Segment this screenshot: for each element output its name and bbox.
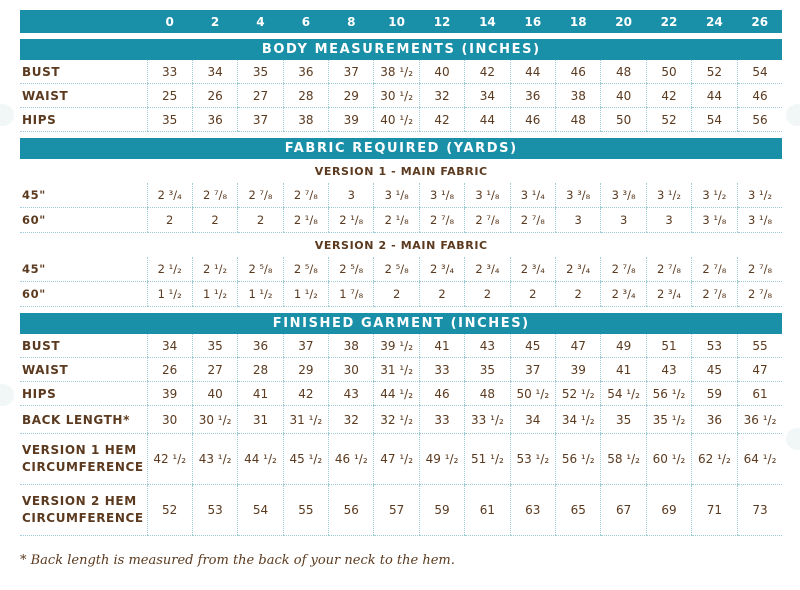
table-row <box>20 60 782 84</box>
table-cell: 67 <box>601 485 646 536</box>
table-cell: 36 <box>692 406 737 434</box>
table-cell: 42 <box>465 60 510 84</box>
table-cell: 54 <box>737 60 782 84</box>
table-cell: 2 <box>556 282 601 307</box>
table-cell: 3 ³/₈ <box>556 183 601 208</box>
table-cell: 35 ¹/₂ <box>646 406 691 434</box>
table-cell: 52 <box>147 485 192 536</box>
table-cell: 2 ⁷/₈ <box>692 257 737 282</box>
table-cell: 46 <box>419 382 464 406</box>
row-label-line: CIRCUMFERENCE <box>22 511 144 525</box>
table-row <box>20 108 782 132</box>
table-cell: 2 <box>510 282 555 307</box>
table-cell: 32 ¹/₂ <box>374 406 419 434</box>
table-cell: 28 <box>238 358 283 382</box>
table-cell: 42 <box>646 84 691 108</box>
table-cell: 2 <box>374 282 419 307</box>
section-header <box>20 313 782 334</box>
table-cell: 52 ¹/₂ <box>556 382 601 406</box>
table-cell: 49 ¹/₂ <box>419 434 464 485</box>
table-cell: 2 ⁷/₈ <box>465 208 510 233</box>
row-label: 60" <box>20 282 147 307</box>
table-cell: 2 ³/₄ <box>646 282 691 307</box>
table-row <box>20 382 782 406</box>
table-cell: 2 ³/₄ <box>147 183 192 208</box>
table-cell: 2 ⁵/₈ <box>283 257 328 282</box>
table-cell: 2 ⁷/₈ <box>737 257 782 282</box>
size-header-cell: 12 <box>419 10 464 33</box>
table-cell: 48 <box>556 108 601 132</box>
table-cell: 65 <box>556 485 601 536</box>
table-cell: 31 <box>238 406 283 434</box>
table-cell: 50 <box>601 108 646 132</box>
row-label: BUST <box>20 60 147 84</box>
table-cell: 48 <box>601 60 646 84</box>
row-label-line: VERSION 1 HEM <box>22 443 137 457</box>
table-cell: 1 ¹/₂ <box>238 282 283 307</box>
table-cell: 45 <box>510 334 555 358</box>
table-cell: 1 ¹/₂ <box>283 282 328 307</box>
table-cell: 44 <box>465 108 510 132</box>
table-cell: 2 ³/₄ <box>465 257 510 282</box>
table-cell: 44 ¹/₂ <box>374 382 419 406</box>
table-cell: 60 ¹/₂ <box>646 434 691 485</box>
row-label: 60" <box>20 208 147 233</box>
table-cell: 2 ⁵/₈ <box>238 257 283 282</box>
table-cell: 2 ¹/₈ <box>329 208 374 233</box>
table-cell: 46 <box>556 60 601 84</box>
table-cell: 45 <box>692 358 737 382</box>
table-cell: 2 ⁵/₈ <box>374 257 419 282</box>
table-cell: 36 <box>510 84 555 108</box>
table-cell: 2 ⁷/₈ <box>192 183 237 208</box>
table-cell: 2 ⁷/₈ <box>510 208 555 233</box>
table-cell: 51 <box>646 334 691 358</box>
table-cell: 2 ⁷/₈ <box>737 282 782 307</box>
table-cell: 2 ⁷/₈ <box>692 282 737 307</box>
size-header-row <box>20 10 782 33</box>
table-cell: 47 <box>737 358 782 382</box>
size-header-cell: 16 <box>510 10 555 33</box>
table-cell: 30 <box>329 358 374 382</box>
table-cell: 56 ¹/₂ <box>556 434 601 485</box>
row-label: BACK LENGTH* <box>20 406 147 434</box>
table-row <box>20 358 782 382</box>
size-header-cell: 8 <box>329 10 374 33</box>
table-cell: 3 ¹/₄ <box>510 183 555 208</box>
table-cell: 3 ¹/₈ <box>692 208 737 233</box>
size-header-cell: 14 <box>465 10 510 33</box>
row-label: HIPS <box>20 382 147 406</box>
table-cell: 33 <box>147 60 192 84</box>
table-cell: 34 <box>465 84 510 108</box>
section-title: FABRIC REQUIRED (YARDS) <box>20 138 782 159</box>
table-cell: 63 <box>510 485 555 536</box>
table-cell: 33 <box>419 358 464 382</box>
row-label-line: CIRCUMFERENCE <box>22 460 144 474</box>
section-header <box>20 39 782 60</box>
table-cell: 2 <box>192 208 237 233</box>
table-cell: 3 ¹/₈ <box>419 183 464 208</box>
table-cell: 3 ¹/₈ <box>465 183 510 208</box>
table-cell: 40 <box>419 60 464 84</box>
table-cell: 53 <box>692 334 737 358</box>
table-cell: 31 ¹/₂ <box>374 358 419 382</box>
subsection-title: VERSION 2 - MAIN FABRIC <box>314 238 488 252</box>
table-cell: 56 <box>329 485 374 536</box>
table-cell: 26 <box>147 358 192 382</box>
background-dot <box>786 104 800 126</box>
table-cell: 46 <box>510 108 555 132</box>
table-row <box>20 485 782 536</box>
size-header-cell: 26 <box>737 10 782 33</box>
table-cell: 41 <box>601 358 646 382</box>
table-cell: 29 <box>283 358 328 382</box>
table-cell: 43 <box>646 358 691 382</box>
table-cell: 3 ¹/₂ <box>692 183 737 208</box>
table-cell: 40 ¹/₂ <box>374 108 419 132</box>
table-cell: 45 ¹/₂ <box>283 434 328 485</box>
table-row <box>20 257 782 282</box>
table-cell: 1 ⁷/₈ <box>329 282 374 307</box>
subsection-title: VERSION 1 - MAIN FABRIC <box>314 164 488 178</box>
table-cell: 2 ³/₄ <box>419 257 464 282</box>
table-cell: 49 <box>601 334 646 358</box>
size-header-cell: 2 <box>192 10 237 33</box>
table-cell: 48 <box>465 382 510 406</box>
table-cell: 44 ¹/₂ <box>238 434 283 485</box>
table-cell: 51 ¹/₂ <box>465 434 510 485</box>
table-cell: 34 <box>510 406 555 434</box>
table-row <box>20 84 782 108</box>
table-cell: 33 <box>419 406 464 434</box>
size-header-spacer <box>20 10 147 33</box>
table-cell: 28 <box>283 84 328 108</box>
table-row <box>20 406 782 434</box>
table-cell: 57 <box>374 485 419 536</box>
table-cell: 47 ¹/₂ <box>374 434 419 485</box>
table-cell: 2 ¹/₈ <box>283 208 328 233</box>
table-cell: 3 ¹/₈ <box>737 208 782 233</box>
table-cell: 71 <box>692 485 737 536</box>
table-cell: 2 ³/₄ <box>556 257 601 282</box>
size-header-cell: 24 <box>692 10 737 33</box>
size-header-cell: 0 <box>147 10 192 33</box>
background-dot <box>0 104 14 126</box>
size-header-cell: 4 <box>238 10 283 33</box>
row-label: HIPS <box>20 108 147 132</box>
table-cell: 3 <box>329 183 374 208</box>
row-label: WAIST <box>20 358 147 382</box>
table-cell: 30 ¹/₂ <box>192 406 237 434</box>
table-cell: 3 <box>556 208 601 233</box>
subsection-header <box>20 233 782 258</box>
table-cell: 29 <box>329 84 374 108</box>
table-cell: 59 <box>692 382 737 406</box>
table-cell: 58 ¹/₂ <box>601 434 646 485</box>
row-label: 45" <box>20 183 147 208</box>
table-cell: 26 <box>192 84 237 108</box>
background-dot <box>0 384 14 406</box>
table-cell: 61 <box>465 485 510 536</box>
table-cell: 55 <box>283 485 328 536</box>
row-label: WAIST <box>20 84 147 108</box>
size-chart-table <box>20 10 782 536</box>
size-header-cell: 22 <box>646 10 691 33</box>
table-cell: 43 ¹/₂ <box>192 434 237 485</box>
table-cell: 38 <box>556 84 601 108</box>
table-cell: 39 <box>556 358 601 382</box>
table-cell: 2 ⁷/₈ <box>238 183 283 208</box>
section-header <box>20 138 782 159</box>
table-cell: 37 <box>329 60 374 84</box>
table-cell: 40 <box>192 382 237 406</box>
table-cell: 36 <box>283 60 328 84</box>
table-cell: 40 <box>601 84 646 108</box>
table-cell: 43 <box>329 382 374 406</box>
table-cell: 30 ¹/₂ <box>374 84 419 108</box>
table-cell: 47 <box>556 334 601 358</box>
table-cell: 56 ¹/₂ <box>646 382 691 406</box>
table-cell: 34 <box>192 60 237 84</box>
table-cell: 42 <box>283 382 328 406</box>
table-cell: 41 <box>419 334 464 358</box>
table-cell: 2 ⁷/₈ <box>646 257 691 282</box>
table-cell: 73 <box>737 485 782 536</box>
table-cell: 37 <box>238 108 283 132</box>
table-cell: 35 <box>238 60 283 84</box>
table-cell: 35 <box>601 406 646 434</box>
table-cell: 2 ³/₄ <box>510 257 555 282</box>
table-cell: 2 ¹/₂ <box>192 257 237 282</box>
size-header-cell: 10 <box>374 10 419 33</box>
table-cell: 38 <box>329 334 374 358</box>
table-cell: 2 ³/₄ <box>601 282 646 307</box>
table-cell: 36 <box>238 334 283 358</box>
table-row <box>20 208 782 233</box>
table-cell: 3 <box>646 208 691 233</box>
table-cell: 46 ¹/₂ <box>329 434 374 485</box>
row-label: 45" <box>20 257 147 282</box>
table-row <box>20 183 782 208</box>
table-cell: 61 <box>737 382 782 406</box>
table-cell: 25 <box>147 84 192 108</box>
table-cell: 31 ¹/₂ <box>283 406 328 434</box>
table-cell: 35 <box>192 334 237 358</box>
table-cell: 42 ¹/₂ <box>147 434 192 485</box>
table-cell: 53 <box>192 485 237 536</box>
size-chart-body <box>20 10 782 536</box>
table-cell: 64 ¹/₂ <box>737 434 782 485</box>
table-cell: 69 <box>646 485 691 536</box>
table-cell: 32 <box>329 406 374 434</box>
table-cell: 50 ¹/₂ <box>510 382 555 406</box>
size-header-cell: 6 <box>283 10 328 33</box>
table-cell: 37 <box>510 358 555 382</box>
table-cell: 32 <box>419 84 464 108</box>
footnote: * Back length is measured from the back of your neck to the hem. <box>20 553 455 568</box>
table-cell: 56 <box>737 108 782 132</box>
table-cell: 42 <box>419 108 464 132</box>
table-cell: 55 <box>737 334 782 358</box>
table-cell: 2 <box>238 208 283 233</box>
background-dot <box>786 428 800 450</box>
row-label-line: VERSION 2 HEM <box>22 494 137 508</box>
table-cell: 2 ¹/₈ <box>374 208 419 233</box>
table-row <box>20 334 782 358</box>
table-cell: 34 ¹/₂ <box>556 406 601 434</box>
table-row <box>20 434 782 485</box>
table-cell: 3 ¹/₂ <box>737 183 782 208</box>
table-cell: 38 <box>283 108 328 132</box>
table-cell: 35 <box>147 108 192 132</box>
table-cell: 54 ¹/₂ <box>601 382 646 406</box>
table-cell: 34 <box>147 334 192 358</box>
section-title: BODY MEASUREMENTS (INCHES) <box>20 39 782 60</box>
table-cell: 44 <box>692 84 737 108</box>
table-cell: 39 ¹/₂ <box>374 334 419 358</box>
table-cell: 27 <box>238 84 283 108</box>
table-row <box>20 282 782 307</box>
table-cell: 2 <box>147 208 192 233</box>
table-cell: 2 <box>419 282 464 307</box>
table-cell: 62 ¹/₂ <box>692 434 737 485</box>
table-cell: 2 ¹/₂ <box>147 257 192 282</box>
table-cell: 3 ¹/₂ <box>646 183 691 208</box>
table-cell: 52 <box>646 108 691 132</box>
section-title: FINISHED GARMENT (INCHES) <box>20 313 782 334</box>
size-header-cell: 18 <box>556 10 601 33</box>
table-cell: 37 <box>283 334 328 358</box>
table-cell: 3 ³/₈ <box>601 183 646 208</box>
table-cell: 1 ¹/₂ <box>147 282 192 307</box>
table-cell: 39 <box>147 382 192 406</box>
table-cell: 35 <box>465 358 510 382</box>
table-cell: 53 ¹/₂ <box>510 434 555 485</box>
table-cell: 52 <box>692 60 737 84</box>
table-cell: 2 ⁵/₈ <box>329 257 374 282</box>
table-cell: 1 ¹/₂ <box>192 282 237 307</box>
table-cell: 38 ¹/₂ <box>374 60 419 84</box>
table-cell: 39 <box>329 108 374 132</box>
table-cell: 2 ⁷/₈ <box>419 208 464 233</box>
table-cell: 3 <box>601 208 646 233</box>
table-cell: 41 <box>238 382 283 406</box>
table-cell: 54 <box>238 485 283 536</box>
table-cell: 44 <box>510 60 555 84</box>
table-cell: 3 ¹/₈ <box>374 183 419 208</box>
size-header-cell: 20 <box>601 10 646 33</box>
row-label <box>20 434 147 485</box>
table-cell: 33 ¹/₂ <box>465 406 510 434</box>
table-cell: 2 ⁷/₈ <box>283 183 328 208</box>
table-cell: 43 <box>465 334 510 358</box>
row-label <box>20 485 147 536</box>
table-cell: 36 ¹/₂ <box>737 406 782 434</box>
table-cell: 30 <box>147 406 192 434</box>
table-cell: 2 <box>465 282 510 307</box>
table-cell: 50 <box>646 60 691 84</box>
table-cell: 27 <box>192 358 237 382</box>
table-cell: 2 ⁷/₈ <box>601 257 646 282</box>
subsection-header <box>20 159 782 183</box>
table-cell: 46 <box>737 84 782 108</box>
table-cell: 59 <box>419 485 464 536</box>
table-cell: 36 <box>192 108 237 132</box>
table-cell: 54 <box>692 108 737 132</box>
row-label: BUST <box>20 334 147 358</box>
